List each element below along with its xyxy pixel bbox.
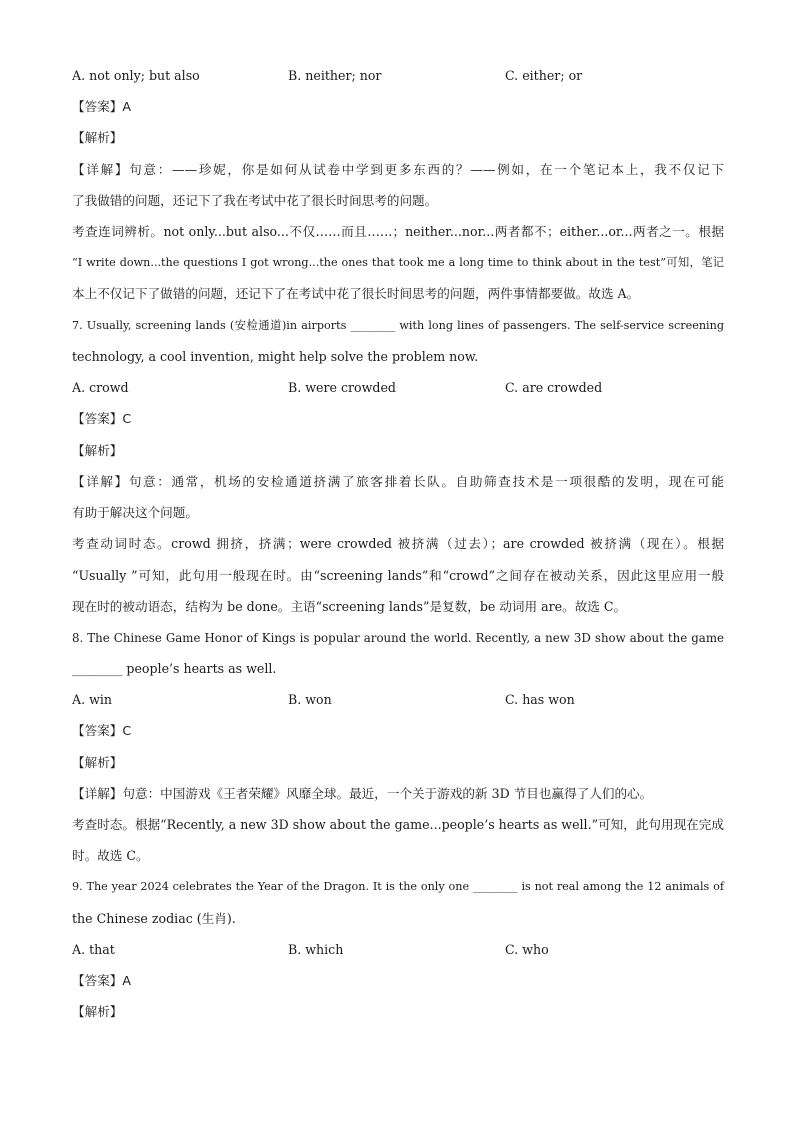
q6-explanation-line-3: 本上不仅记下了做错的问题，还记下了在考试中花了很长时间思考的问题，两件事情都要做。故选 A。 — [72, 286, 640, 301]
q6-detail-line-1: 【详解】句意：——珍妮，你是如何从试卷中学到更多东西的？——例如，在一个笔记本上，我不仅记下 — [72, 162, 724, 177]
q8-stem-line-1: 8. The Chinese Game Honor of Kings is popular around the world. Recently, a new 3D show about the game — [72, 631, 724, 645]
q7-answer: 【答案】C — [72, 411, 132, 426]
q6-analysis-label: 【解析】 — [72, 130, 123, 145]
q8-answer: 【答案】C — [72, 723, 132, 738]
q8-stem-line-2: ________ people’s hearts as well. — [72, 661, 277, 676]
q7-detail-line-1: 【详解】句意：通常，机场的安检通道挤满了旅客排着长队。自助筛查技术是一项很酷的发明，现在可能 — [72, 474, 724, 489]
q7-detail-line-2: 有助于解决这个问题。 — [72, 505, 198, 520]
q8-explanation-line-2: 时。故选 C。 — [72, 848, 149, 863]
q6-option-a: A. not only; but also — [72, 68, 200, 83]
q7-analysis-label: 【解析】 — [72, 443, 123, 458]
q7-stem-line-1: 7. Usually, screening lands (安检通道)in airports ________ with long lines of passengers. The self-service screening — [72, 319, 724, 332]
q8-option-b: B. won — [288, 692, 332, 707]
q8-detail-line-1: 【详解】句意：中国游戏《王者荣耀》风靡全球。最近，一个关于游戏的新 3D 节目也赢得了人们的心。 — [72, 786, 653, 801]
q6-option-b: B. neither; nor — [288, 68, 382, 83]
q7-explanation-line-3: 现在时的被动语态，结构为 be done。主语“screening lands”是复数，be 动词用 are。故选 C。 — [72, 599, 627, 614]
q7-option-a: A. crowd — [72, 380, 129, 395]
q6-option-c: C. either; or — [505, 68, 583, 83]
q9-option-c: C. who — [505, 942, 549, 957]
q7-explanation-line-2: “Usually ”可知，此句用一般现在时。由“screening lands”和“crowd”之间存在被动关系，因此这里应用一般 — [72, 568, 724, 583]
q7-option-c: C. are crowded — [505, 380, 603, 395]
q8-option-c: C. has won — [505, 692, 575, 707]
q6-answer: 【答案】A — [72, 99, 131, 114]
q6-detail-line-2: 了我做错的问题，还记下了我在考试中花了很长时间思考的问题。 — [72, 193, 438, 208]
q9-stem-line-1: 9. The year 2024 celebrates the Year of the Dragon. It is the only one ________ is not real among the 12 animals of — [72, 880, 724, 893]
q9-option-a: A. that — [72, 942, 115, 957]
q9-answer: 【答案】A — [72, 973, 131, 988]
q9-option-b: B. which — [288, 942, 344, 957]
q6-explanation-line-2: “I write down...the questions I got wrong...the ones that took me a long time to think about in the test”可知，笔记 — [72, 256, 724, 269]
q9-analysis-label: 【解析】 — [72, 1004, 123, 1019]
q9-stem-line-2: the Chinese zodiac (生肖). — [72, 911, 236, 926]
q8-analysis-label: 【解析】 — [72, 755, 123, 770]
q7-option-b: B. were crowded — [288, 380, 396, 395]
q7-explanation-line-1: 考查动词时态。crowd 拥挤，挤满；were crowded 被挤满（过去）；are crowded 被挤满（现在）。根据 — [72, 536, 724, 551]
q6-explanation-line-1: 考查连词辨析。not only...but also...不仅……而且……；neither...nor...两者都不；either...or...两者之一。根据 — [72, 224, 724, 239]
q8-option-a: A. win — [72, 692, 113, 707]
q8-explanation-line-1: 考查时态。根据“Recently, a new 3D show about the game...people’s hearts as well.”可知，此句用现在完成 — [72, 817, 724, 832]
q7-stem-line-2: technology, a cool invention, might help solve the problem now. — [72, 349, 479, 364]
